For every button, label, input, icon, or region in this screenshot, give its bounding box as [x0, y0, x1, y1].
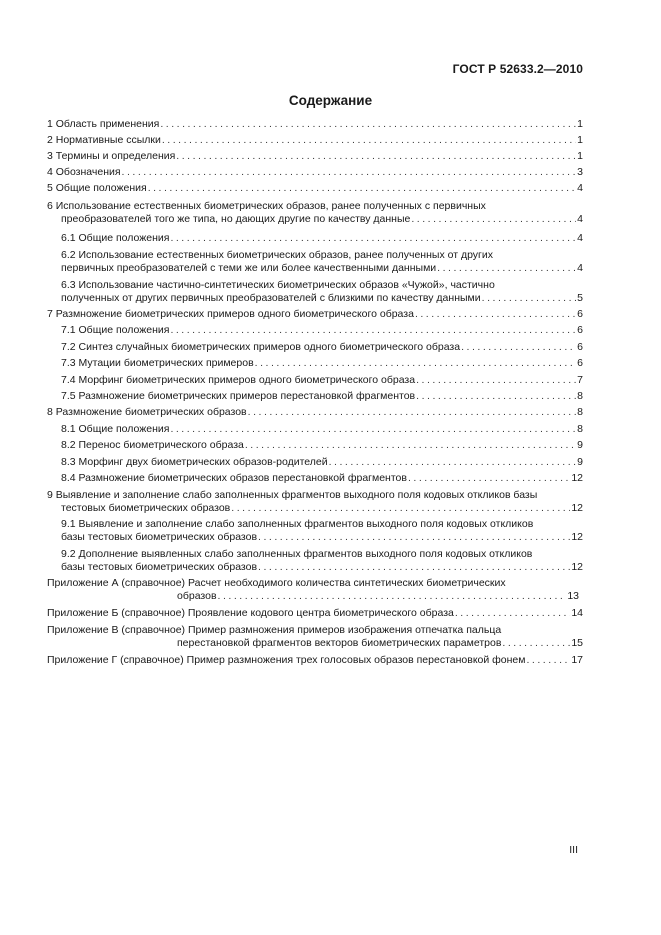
dot-leader — [255, 357, 577, 370]
toc-entry[interactable] — [47, 150, 583, 163]
toc-entry-title-line: Приложение В (справочное) Пример размножения примеров изображения отпечатка пальца — [47, 624, 502, 636]
toc-entry[interactable] — [47, 182, 583, 195]
toc-entry-title-line: 6.3 Использование частично-синтетических биометрических образов «Чужой», частично — [61, 279, 495, 291]
toc-entry[interactable] — [47, 390, 583, 403]
toc-page-number: 4 — [577, 262, 583, 274]
dot-leader — [329, 456, 577, 469]
toc-entry-title: первичных преобразователей с теми же или более качественными данными — [61, 262, 437, 274]
dot-leader — [176, 150, 576, 163]
toc-entry-title: 7.5 Размножение биометрических примеров перестановкой фрагментов — [61, 390, 416, 402]
toc-page-number: 4 — [577, 182, 583, 194]
toc-entry[interactable] — [47, 607, 583, 620]
dot-leader — [160, 118, 576, 131]
dot-leader — [258, 561, 570, 574]
dot-leader — [162, 134, 576, 147]
toc-entry-title: 5 Общие положения — [47, 182, 147, 194]
toc-entry[interactable] — [47, 423, 583, 436]
dot-leader — [148, 182, 576, 195]
toc-page-number: 12 — [571, 561, 583, 573]
toc-entry-title-line: 6 Использование естественных биометрических образов, ранее полученных с первичных — [47, 200, 486, 212]
toc-entry[interactable] — [47, 324, 583, 337]
toc-entry-title: базы тестовых биометрических образов — [61, 531, 258, 543]
dot-leader — [411, 213, 576, 226]
toc-entry-title: 7.1 Общие положения — [61, 324, 170, 336]
toc-page-number: 4 — [577, 232, 583, 244]
toc-entry[interactable] — [47, 357, 583, 370]
dot-leader — [527, 654, 571, 667]
dot-leader — [248, 406, 577, 419]
toc-entry-title: 6.1 Общие положения — [61, 232, 170, 244]
dot-leader — [502, 637, 570, 650]
toc-page-number: 6 — [577, 357, 583, 369]
toc-entry-title-line: 9 Выявление и заполнение слабо заполненных фрагментов выходного поля кодовых откликов базы — [47, 489, 538, 501]
toc-entry-title: 3 Термины и определения — [47, 150, 176, 162]
toc-entry[interactable] — [47, 134, 583, 147]
toc-title: Содержание — [288, 93, 373, 108]
dot-leader — [408, 472, 570, 485]
toc-page-number: 15 — [571, 637, 583, 649]
toc-entry[interactable] — [47, 232, 583, 245]
toc-entry-title: тестовых биометрических образов — [61, 502, 231, 514]
dot-leader — [170, 232, 576, 245]
dot-leader — [461, 341, 576, 354]
toc-entry[interactable] — [47, 374, 583, 387]
toc-page-number: 14 — [571, 607, 583, 619]
toc-entry[interactable] — [47, 654, 583, 667]
dot-leader — [437, 262, 576, 275]
toc-entry[interactable] — [47, 279, 583, 305]
dot-leader — [231, 502, 570, 515]
dot-leader — [245, 439, 576, 452]
toc-page-number: 6 — [577, 324, 583, 336]
toc-page-number: 8 — [577, 423, 583, 435]
dot-leader — [218, 590, 567, 603]
toc-page-number: 13 — [567, 590, 579, 602]
toc-page-number: 3 — [577, 166, 583, 178]
toc-entry-title: образов — [177, 590, 217, 602]
toc-page-number: 7 — [577, 374, 583, 386]
toc-entry[interactable] — [47, 472, 583, 485]
toc-page-number: 9 — [577, 456, 583, 468]
toc-entry-title: 7.3 Мутации биометрических примеров — [61, 357, 254, 369]
toc-entry[interactable] — [47, 456, 583, 469]
toc-entry[interactable] — [47, 439, 583, 452]
toc-entry[interactable] — [47, 489, 583, 515]
dot-leader — [258, 531, 570, 544]
toc-page-number: 12 — [571, 502, 583, 514]
toc-entry-title: базы тестовых биометрических образов — [61, 561, 258, 573]
toc-entry-title-line: 6.2 Использование естественных биометрических образов, ранее полученных от других — [61, 249, 493, 261]
dot-leader — [170, 423, 576, 436]
toc-entry-title: 8.3 Морфинг двух биометрических образов-родителей — [61, 456, 328, 468]
toc-entry-title: полученных от других первичных преобразователей с близкими по качеству данными — [61, 292, 481, 304]
toc-page-number: 12 — [571, 472, 583, 484]
toc-entry-title: 8.4 Размножение биометрических образов перестановкой фрагментов — [61, 472, 407, 484]
toc-entry[interactable] — [47, 200, 583, 226]
toc-entry[interactable] — [47, 308, 583, 321]
toc-entry-title: 7 Размножение биометрических примеров одного биометрического образа — [47, 308, 414, 320]
toc-page-number: 6 — [577, 308, 583, 320]
toc-entry-title: 1 Область применения — [47, 118, 160, 130]
toc-entry-title: 2 Нормативные ссылки — [47, 134, 161, 146]
toc-entry[interactable] — [47, 518, 583, 544]
dot-leader — [415, 308, 576, 321]
toc-page-number: 12 — [571, 531, 583, 543]
toc-entry-title: 8.2 Перенос биометрического образа — [61, 439, 244, 451]
toc-entry-title: 8.1 Общие положения — [61, 423, 170, 435]
toc-entry-title: преобразователей того же типа, но дающих другие по качеству данные — [61, 213, 411, 225]
toc-page-number: 17 — [571, 654, 583, 666]
toc-page-number: 6 — [577, 341, 583, 353]
toc-page-number: 1 — [577, 134, 583, 146]
toc-entry-title-line: Приложение А (справочное) Расчет необходимого количества синтетических биометрических — [47, 577, 506, 589]
toc-entry[interactable] — [47, 166, 583, 179]
toc-entry-title-line: 9.1 Выявление и заполнение слабо заполненных фрагментов выходного поля кодовых откликов — [61, 518, 534, 530]
toc-entry-title: Приложение Б (справочное) Проявление кодового центра биометрического образа — [47, 607, 454, 619]
page-number: III — [569, 844, 578, 856]
toc-entry-title-line: 9.2 Дополнение выявленных слабо заполненных фрагментов выходного поля кодовых откликов — [61, 548, 533, 560]
toc-entry[interactable] — [47, 624, 583, 650]
dot-leader — [455, 607, 570, 620]
dot-leader — [416, 374, 576, 387]
dot-leader — [122, 166, 577, 179]
toc-entry-title: перестановкой фрагментов векторов биометрических параметров — [177, 637, 502, 649]
toc-page-number: 1 — [577, 150, 583, 162]
toc-entry[interactable] — [47, 548, 583, 574]
toc-entry-title: Приложение Г (справочное) Пример размножения трех голосовых образов перестановкой фонем — [47, 654, 526, 666]
toc-page-number: 8 — [577, 390, 583, 402]
toc-entry[interactable] — [47, 406, 583, 419]
toc-page-number: 9 — [577, 439, 583, 451]
toc-entry-title: 7.4 Морфинг биометрических примеров одного биометрического образа — [61, 374, 416, 386]
document-id: ГОСТ Р 52633.2—2010 — [452, 62, 583, 76]
toc-page-number: 5 — [577, 292, 583, 304]
toc-entry[interactable] — [47, 118, 583, 131]
toc-entry-title: 4 Обозначения — [47, 166, 121, 178]
toc-page-number: 1 — [577, 118, 583, 130]
toc-page-number: 8 — [577, 406, 583, 418]
toc-entry[interactable] — [47, 341, 583, 354]
toc-entry[interactable] — [47, 249, 583, 275]
dot-leader — [170, 324, 576, 337]
toc-page-number: 4 — [577, 213, 583, 225]
dot-leader — [482, 292, 577, 305]
dot-leader — [416, 390, 576, 403]
toc-entry-title: 8 Размножение биометрических образов — [47, 406, 247, 418]
toc-entry[interactable] — [47, 577, 583, 603]
toc-entry-title: 7.2 Синтез случайных биометрических примеров одного биометрического образа — [61, 341, 461, 353]
